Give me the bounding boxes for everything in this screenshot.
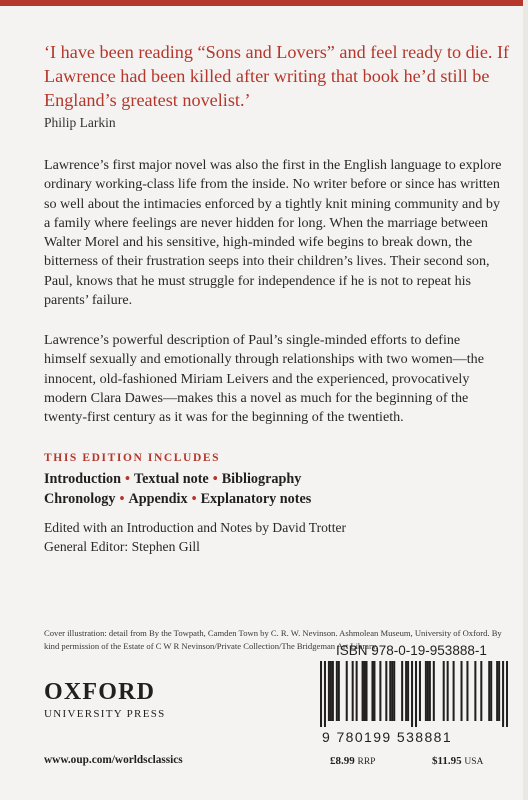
barcode-bar [411,661,413,727]
price-us-label: USA [464,757,484,767]
barcode-digits: 9 780199 538881 [322,729,452,745]
feature-explanatory-notes: Explanatory notes [200,491,312,507]
barcode-bar [385,661,387,721]
barcode-bar [320,661,322,727]
isbn-barcode [320,661,508,727]
edition-features-line-2 [44,491,311,508]
bullet-separator: • [125,471,130,487]
barcode-bar [336,661,338,721]
bullet-separator: • [212,471,218,487]
barcode-bar [330,661,332,721]
bullet-separator: • [119,491,125,507]
barcode-bar [346,661,348,721]
feature-chronology: Chronology [44,491,116,507]
pull-quote: ‘I have been reading “Sons and Lovers” and feel ready to die. If Lawrence had been killed after writing that book he’d still be England’s greatest novelist.’ [44,42,510,110]
barcode-bar [393,661,395,721]
barcode-bar [443,661,445,721]
publisher-url[interactable]: www.oup.com/worldsclassics [44,754,183,766]
barcode-bar [356,661,358,721]
feature-introduction: Introduction [44,471,121,487]
publisher-logo: OXFORD [44,679,156,705]
credits-block [44,518,346,556]
publisher-subname: UNIVERSITY PRESS [44,708,166,720]
description-paragraph-1: Lawrence’s first major novel was also the first in the English language to explore ordinary working-class life from the inside. No writer before or since has written so well about the intimacies enforced by a tightly knit mining community and by a family where feelings are never hidden for long. When the marriage between Walter Morel and his sensitive, high-minded wife begins to break down, the bitterness of their frustration seeps into their children’s lives. Their second son, Paul, knows that he must struggle for independence if he is not to repeat his parents’ failure. [44,157,502,309]
bullet-separator: • [191,491,197,507]
barcode-bar [352,661,354,721]
feature-bibliography: Bibliography [221,471,302,487]
barcode-bar [427,661,429,721]
quote-attribution: Philip Larkin [44,115,116,130]
barcode-bar [425,661,427,721]
barcode-bar [338,661,340,721]
barcode-bar [419,661,421,721]
cover-illustration-credit: Cover illustration: detail from By the Towpath, Camden Town by C. R. W. Nevinson. Ashmolean Museum, University of Oxford. By kind permission of the Estate of C W R Nevinson/Private Collection/The Bridgeman Art Library. [44,628,502,651]
price-uk [330,755,375,767]
barcode-bar [328,661,330,721]
barcode-bar [407,661,409,721]
barcode-bar [405,661,407,721]
barcode-bar [324,661,326,727]
barcode-bar [474,661,476,721]
barcode-bar [391,661,393,721]
editor-credit: Edited with an Introduction and Notes by David Trotter [44,520,347,535]
price-us [432,755,483,767]
price-us-value: $11.95 [432,755,462,767]
edition-heading: THIS EDITION INCLUDES [44,452,221,464]
top-red-band [0,0,528,6]
barcode-bar [490,661,492,721]
barcode-bar [498,661,500,721]
barcode-bar [332,661,334,721]
barcode-bar [433,661,435,721]
price-uk-label: RRP [357,757,376,767]
feature-textual-note: Textual note [133,471,209,487]
barcode-bar [364,661,366,721]
barcode-bar [389,661,391,721]
barcode-bar [453,661,455,721]
feature-appendix: Appendix [128,491,188,507]
spine-edge [523,0,528,800]
barcode-bar [488,661,490,721]
description-paragraph-2: Lawrence’s powerful description of Paul’s single-minded efforts to define himself sexually and emotionally through relationships with two women—the innocent, old-fashioned Miriam Leivers and the experienced, provocatively modern Clara Dawes—makes this a novel as much for the beginning of the twenty-first century as it was for the beginning of the twentieth. [44,332,484,426]
barcode-bar [480,661,482,721]
edition-features-line-1 [44,471,301,488]
barcode-bar [362,661,364,721]
barcode-bar [506,661,508,727]
barcode-bar [415,661,417,727]
isbn-label: ISBN 978-0-19-953888-1 [336,643,487,658]
price-uk-value: £8.99 [330,755,355,767]
barcode-bar [466,661,468,721]
barcode-bar [496,661,498,721]
barcode-bar [447,661,449,721]
barcode-bar [429,661,431,721]
barcode-bar [401,661,403,721]
barcode-bar [461,661,463,721]
barcode-bar [379,661,381,721]
barcode-bar [371,661,373,721]
barcode-bar [366,661,368,721]
barcode-bar [502,661,504,727]
general-editor-credit: General Editor: Stephen Gill [44,539,200,554]
barcode-bar [373,661,375,721]
